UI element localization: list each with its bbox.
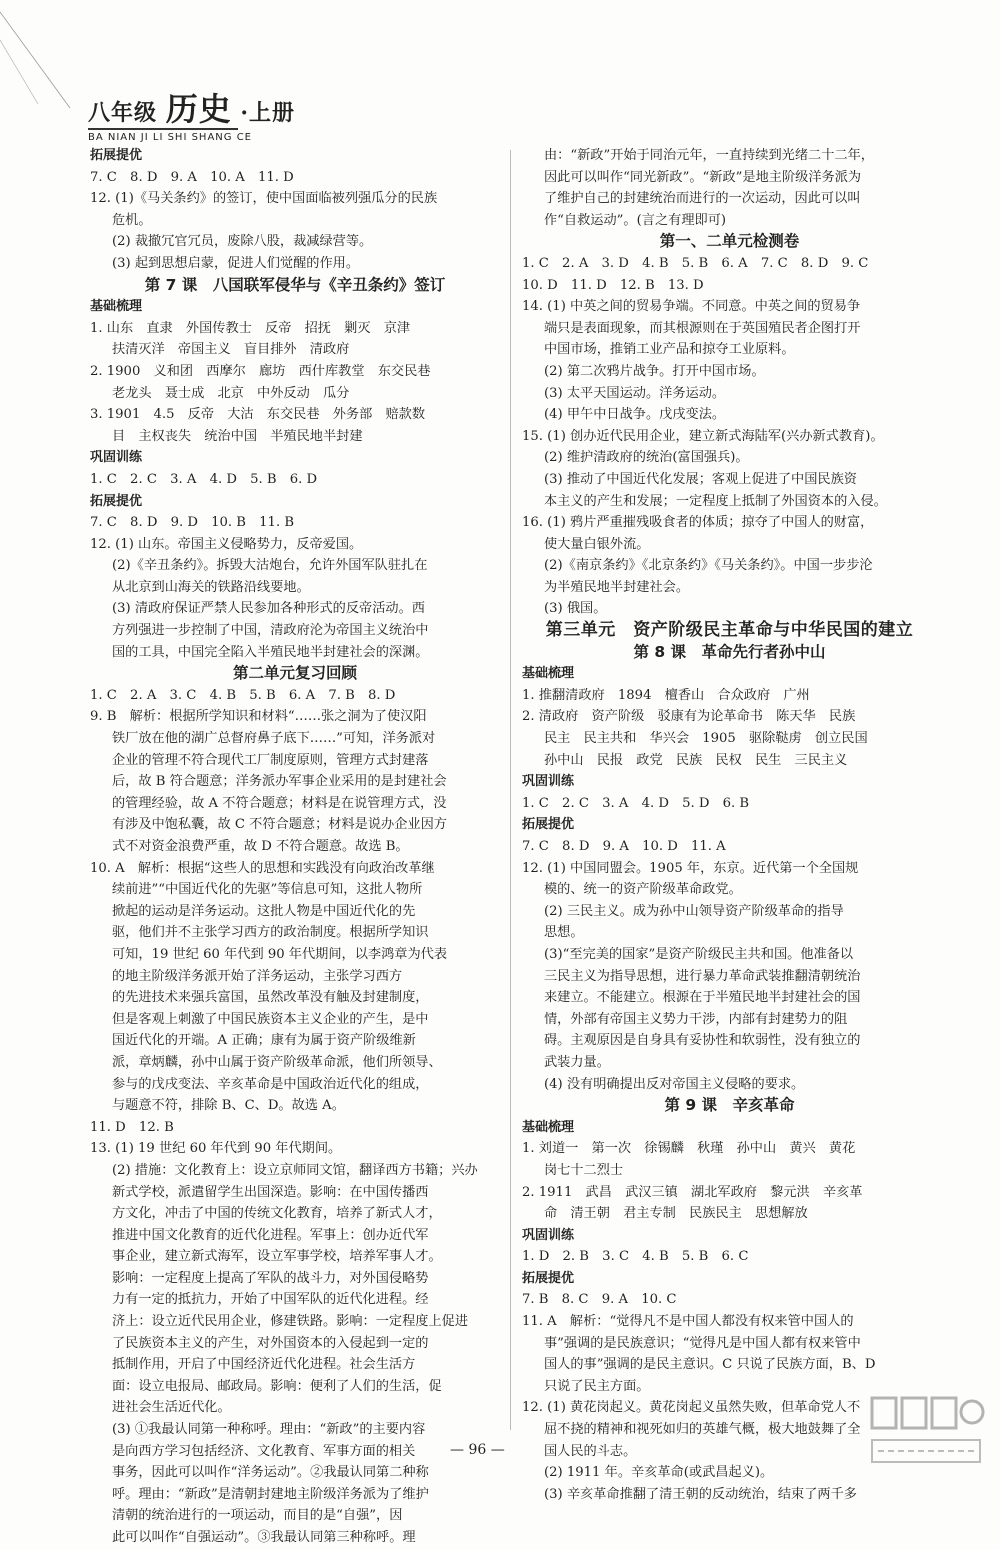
answer-line-cont: (3) 清政府保证严禁人民参加各种形式的反帝活动。西 [112, 601, 425, 617]
answer-line-cont: 与题意不符，排除 B、C、D。故选 A。 [112, 1098, 345, 1114]
answer-line-cont: 抵制作用，开启了中国经济近代化进程。社会生活方 [112, 1357, 416, 1373]
answer-line-cont: 此可以叫作“自强运动”。③我最认同第三种称呼。理 [112, 1530, 416, 1545]
answer-line-cont: 为半殖民地半封建社会。 [544, 579, 690, 595]
answer-line-cont: (3) 辛亥革命推翻了清王朝的反动统治，结束了两千多 [544, 1486, 857, 1502]
answer-line-cont: (2)《辛丑条约》。拆毁大沽炮台，允许外国军队驻扎在 [112, 558, 428, 574]
answer-line: 12. (1) 山东。帝国主义侵略势力，反帝爱国。 [90, 536, 363, 552]
answer-site-watermark-logo [868, 1392, 986, 1472]
answer-line-cont: 派，章炳麟，孙中山属于资产阶级革命派，他们所领导、 [112, 1054, 442, 1070]
answer-line-cont: (4) 甲午中日战争。戊戌变法。 [544, 407, 726, 423]
answer-line-cont: 来建立。不能建立。根源在于半殖民地半封建社会的国 [544, 990, 861, 1006]
lesson-title: 第 7 课 八国联军侵华与《辛丑条约》签订 [144, 275, 446, 294]
answer-line-cont: 式不对资金浪费严重，故 D 不符合题意。故选 B。 [112, 839, 409, 854]
answer-line-cont: 模的、统一的资产阶级革命政党。 [544, 882, 742, 898]
answer-line-cont: 的地主阶级洋务派开始了洋务运动，主张学习西方 [112, 968, 403, 984]
answer-line: 2. 1900 义和团 西摩尔 廊坊 西什库教堂 东交民巷 [90, 363, 431, 379]
answer-line-cont: (3) 起到思想启蒙，促进人们觉醒的作用。 [112, 255, 360, 271]
answer-line-cont: 由：“新政”开始于同治元年，一直持续到光绪二十二年， [544, 148, 874, 163]
answer-line-cont: 企业的管理不符合现代工厂制度原则，管理方式封建落 [112, 752, 429, 768]
header-grade: 八年级 [88, 100, 158, 126]
running-header [88, 84, 295, 143]
answer-line-cont: 事企业，建立新式海军，设立军事学校，培养军事人才。 [112, 1249, 442, 1265]
answer-line-cont: 是向西方学习包括经济、文化教育、军事方面的相关 [112, 1443, 416, 1459]
answer-line-cont: 屈不挠的精神和视死如归的英雄气概，极大地鼓舞了全 [544, 1422, 861, 1438]
answer-line: 7. C 8. D 9. A 10. A 11. D [90, 169, 294, 185]
answer-line-cont: 国近代化的开端。A 正确；康有为属于资产阶级维新 [112, 1033, 416, 1049]
answer-line-cont: (4) 没有明确提出反对帝国主义侵略的要求。 [544, 1076, 805, 1092]
answer-line-cont: 面：设立电报局、邮政局。影响：便利了人们的生活，促 [112, 1378, 442, 1394]
answer-line: 3. 1901 4.5 反帝 大沽 东交民巷 外务部 赔款数 [90, 407, 426, 423]
left-column [90, 145, 500, 1549]
answer-line-cont: 碍。主观原因是自身具有妥协性和软弱性，没有独立的 [544, 1033, 861, 1049]
section-label: 巩固训练 [522, 1227, 575, 1243]
answer-line-cont: 方列强进一步控制了中国，清政府沦为帝国主义统治中 [112, 623, 429, 639]
answer-line-cont: 事务，因此可以叫作“洋务运动”。②我最认同第二种称 [112, 1465, 429, 1481]
answer-line: 1. 刘道一 第一次 徐锡麟 秋瑾 孙中山 黄兴 黄花 [522, 1141, 856, 1157]
column-divider [510, 150, 511, 1430]
answer-line: 1. 山东 直隶 外国传教士 反帝 招抚 剿灭 京津 [90, 320, 411, 336]
unit-title: 第三单元 资产阶级民主革命与中华民国的建立 [545, 620, 914, 641]
answer-line-cont: 中国市场，推销工业产品和掠夺工业原料。 [544, 342, 795, 358]
answer-line-cont: 新式学校，派遣留学生出国深造。影响：在中国传播西 [112, 1184, 429, 1200]
answer-line-cont: 后，故 B 符合题意；洋务派办军事企业采用的是封建社会 [112, 774, 447, 790]
answer-line-cont: 扶清灭洋 帝国主义 盲目排外 清政府 [112, 342, 350, 358]
answer-line: 12. (1)《马关条约》的签订，使中国面临被列强瓜分的民族 [90, 191, 438, 207]
section-label: 拓展提优 [522, 1270, 575, 1286]
answer-line-cont: (2) 1911 年。辛亥革命(或武昌起义)。 [544, 1465, 774, 1481]
answer-line-cont: (3) 推动了中国近代化发展；客观上促进了中国民族资 [544, 471, 857, 487]
section-label: 拓展提优 [90, 493, 143, 509]
section-label: 巩固训练 [522, 774, 575, 790]
answer-line: 11. A 解析：“觉得凡不是中国人都没有权来管中国人的 [522, 1314, 854, 1330]
answer-line-cont: 推进中国文化教育的近代化进程。军事上：创办近代军 [112, 1227, 429, 1243]
answer-line-cont: 国人民的斗志。 [544, 1443, 637, 1459]
answer-line-cont: 掀起的运动是洋务运动。这批人物是中国近代化的先 [112, 903, 416, 919]
answer-line-cont: (2) 裁撤冗官冗员，废除八股，裁减绿营等。 [112, 234, 373, 250]
answer-line: 10. D 11. D 12. B 13. D [522, 277, 704, 293]
answer-line: 12. (1) 黄花岗起义。黄花岗起义虽然失败，但革命党人不 [522, 1400, 861, 1416]
lesson-title: 第 8 课 革命先行者孙中山 [633, 642, 826, 661]
answer-line: 7. C 8. D 9. D 10. B 11. B [90, 515, 295, 531]
corner-scan-lines [0, 0, 80, 120]
answer-line-cont: 只说了民主方面。 [544, 1378, 650, 1394]
answer-line-cont: 国人的事”强调的是民主意识。C 只说了民族方面，B、D [544, 1357, 876, 1373]
answer-line: 2. 清政府 资产阶级 驳康有为论革命书 陈天华 民族 [522, 709, 856, 725]
answer-line-cont: (2) 第二次鸦片战争。打开中国市场。 [544, 363, 765, 379]
answer-line: 1. C 2. A 3. C 4. B 5. B 6. A 7. B 8. D [90, 687, 396, 703]
answer-line-cont: (3) ①我最认同第一种称呼。理由：“新政”的主要内容 [112, 1422, 426, 1438]
header-title [88, 84, 295, 130]
answer-line-cont: 作“自救运动”。(言之有理即可) [544, 212, 727, 228]
answer-line: 15. (1) 创办近代民用企业，建立新式海陆军(兴办新式教育)。 [522, 428, 884, 444]
answer-line: 14. (1) 中英之间的贸易争端。不同意。中英之间的贸易争 [522, 299, 861, 315]
answer-line-cont: 危机。 [112, 212, 152, 228]
lesson-title: 第一、二单元检测卷 [659, 232, 800, 251]
section-label: 基础梳理 [522, 666, 575, 682]
answer-line-cont: 情，外部有帝国主义势力干涉，内部有封建势力的阻 [544, 1011, 848, 1027]
header-pinyin: BA NIAN JI LI SHI SHANG CE [88, 132, 252, 143]
header-volume: ·上册 [240, 100, 296, 126]
answer-line-cont: 思想。 [544, 925, 584, 941]
answer-line-cont: (3) 太平天国运动。洋务运动。 [544, 385, 726, 401]
answer-line: 1. C 2. C 3. A 4. D 5. B 6. D [90, 471, 318, 487]
lesson-title: 第 9 课 辛亥革命 [664, 1096, 795, 1115]
section-label: 巩固训练 [90, 450, 143, 466]
answer-line: 10. A 解析：根据“这些人的思想和实践没有向政治改革继 [90, 860, 435, 876]
answer-line: 12. (1) 中国同盟会。1905 年，东京。近代第一个全国规 [522, 860, 859, 876]
answer-line-cont: 了维护自己的封建统治而进行的一次运动，因此可以叫 [544, 191, 861, 207]
answer-line-cont: 呼。理由：“新政”是清朝封建地主阶级洋务派为了维护 [112, 1486, 429, 1502]
answer-line-cont: 国的工具，中国完全陷入半殖民地半封建社会的深渊。 [112, 644, 429, 660]
answer-line-cont: 力有一定的抵抗力，开始了中国军队的近代化进程。经 [112, 1292, 429, 1308]
answer-line: 1. 推翻清政府 1894 檀香山 合众政府 广州 [522, 687, 810, 703]
answer-line: 1. C 2. C 3. A 4. D 5. D 6. B [522, 795, 750, 811]
answer-line: 9. B 解析：根据所学知识和材料“……张之洞为了使汉阳 [90, 709, 427, 725]
answer-line-cont: 岗七十二烈士 [544, 1162, 624, 1178]
answer-line-cont: 济上：设立近代民用企业，修建铁路。影响：一定程度上促进 [112, 1314, 469, 1330]
page-number: — 96 — [450, 1442, 505, 1458]
answer-line: 7. B 8. C 9. A 10. C [522, 1292, 677, 1308]
answer-line-cont: 武装力量。 [544, 1054, 610, 1070]
answer-line: 16. (1) 鸦片严重摧残吸食者的体质；掠夺了中国人的财富， [522, 515, 874, 531]
answer-line-cont: 老龙头 聂士成 北京 中外反动 瓜分 [112, 385, 350, 401]
answer-line-cont: 的管理经验，故 A 不符合题意；材料是在说管理方式，没 [112, 795, 447, 811]
answer-line-cont: 清朝的统治进行的一项运动，而目的是“自强”，因 [112, 1508, 403, 1524]
answer-line: 1. C 2. A 3. D 4. B 5. B 6. A 7. C 8. D 9. C [522, 255, 869, 271]
answer-line-cont: 孙中山 民报 政党 民族 民权 民生 三民主义 [544, 752, 848, 768]
answer-line-cont: 铁厂放在他的湖广总督府鼻子底下……”可知，洋务派对 [112, 731, 436, 747]
answer-line: 7. C 8. D 9. A 10. D 11. A [522, 839, 726, 854]
answer-line-cont: 目 主权丧失 统治中国 半殖民地半封建 [112, 428, 363, 444]
answer-line-cont: (3)“至完美的国家”是资产阶级民主共和国。他准备以 [544, 946, 854, 962]
answer-line-cont: 从北京到山海关的铁路沿线要地。 [112, 579, 310, 595]
answer-line-cont: 方文化，冲击了中国的传统文化教育，培养了新式人才， [112, 1206, 442, 1222]
answer-line-cont: 但是客观上刺激了中国民族资本主义企业的产生，是中 [112, 1011, 429, 1027]
answer-line-cont: (2) 三民主义。成为孙中山领导资产阶级革命的指导 [544, 903, 844, 919]
header-subject: 历史 [165, 90, 232, 128]
right-column [522, 145, 937, 1505]
answer-line-cont: 续前进”“中国近代化的先驱”等信息可知，这批人物所 [112, 882, 423, 898]
answer-line-cont: 事”强调的是民族意识；“觉得凡是中国人都有权来管中 [544, 1335, 861, 1351]
answer-line-cont: 参与的戊戌变法、辛亥革命是中国政治近代化的组成， [112, 1076, 429, 1092]
answer-line-cont: 使大量白银外流。 [544, 536, 650, 552]
answer-line-cont: 驱，他们并不主张学习西方的政治制度。根据所学知识 [112, 925, 429, 941]
lesson-title: 第二单元复习回顾 [232, 664, 357, 683]
answer-line-cont: 可知，19 世纪 60 年代到 90 年代期间，以李鸿章为代表 [112, 946, 448, 962]
answer-line: 1. D 2. B 3. C 4. B 5. B 6. C [522, 1249, 749, 1265]
answer-line-cont: 了民族资本主义的产生，对外国资本的入侵起到一定的 [112, 1335, 429, 1351]
section-label: 拓展提优 [90, 148, 143, 163]
section-label: 拓展提优 [522, 817, 575, 833]
answer-line-cont: 进社会生活近代化。 [112, 1400, 231, 1416]
answer-line-cont: 影响：一定程度上提高了军队的战斗力，对外国侵略势 [112, 1270, 429, 1286]
answer-line-cont: 有涉及中饱私囊，故 C 不符合题意；材料是说办企业因方 [112, 817, 447, 833]
answer-line: 11. D 12. B [90, 1119, 174, 1135]
answer-line-cont: 的先进技术来强兵富国，虽然改革没有触及封建制度， [112, 990, 429, 1006]
answer-line: 2. 1911 武昌 武汉三镇 湖北军政府 黎元洪 辛亥革 [522, 1184, 863, 1200]
answer-line-cont: 命 清王朝 君主专制 民族民主 思想解放 [544, 1206, 808, 1222]
answer-line-cont: (2) 措施：文化教育上：设立京师同文馆，翻译西方书籍；兴办 [112, 1162, 478, 1178]
answer-line-cont: (2)《南京条约》《北京条约》《马关条约》。中国一步步沦 [544, 558, 873, 574]
answer-line-cont: 本主义的产生和发展；一定程度上抵制了外国资本的入侵。 [544, 493, 887, 509]
answer-line-cont: (2) 维护清政府的统治(富国强兵)。 [544, 450, 749, 466]
answer-line: 13. (1) 19 世纪 60 年代到 90 年代期间。 [90, 1141, 342, 1157]
section-label: 基础梳理 [90, 299, 143, 315]
section-label: 基础梳理 [522, 1119, 575, 1135]
answer-line-cont: 因此可以叫作“同光新政”。“新政”是地主阶级洋务派为 [544, 169, 862, 185]
header-rule [88, 128, 238, 130]
answer-line-cont: (3) 俄国。 [544, 601, 607, 617]
answer-line-cont: 三民主义为指导思想，进行暴力革命武装推翻清朝统治 [544, 968, 861, 984]
answer-line-cont: 民主 民主共和 华兴会 1905 驱除鞑虏 创立民国 [544, 731, 868, 747]
answer-line-cont: 端只是表面现象，而其根源则在于英国殖民者企图打开 [544, 320, 861, 336]
